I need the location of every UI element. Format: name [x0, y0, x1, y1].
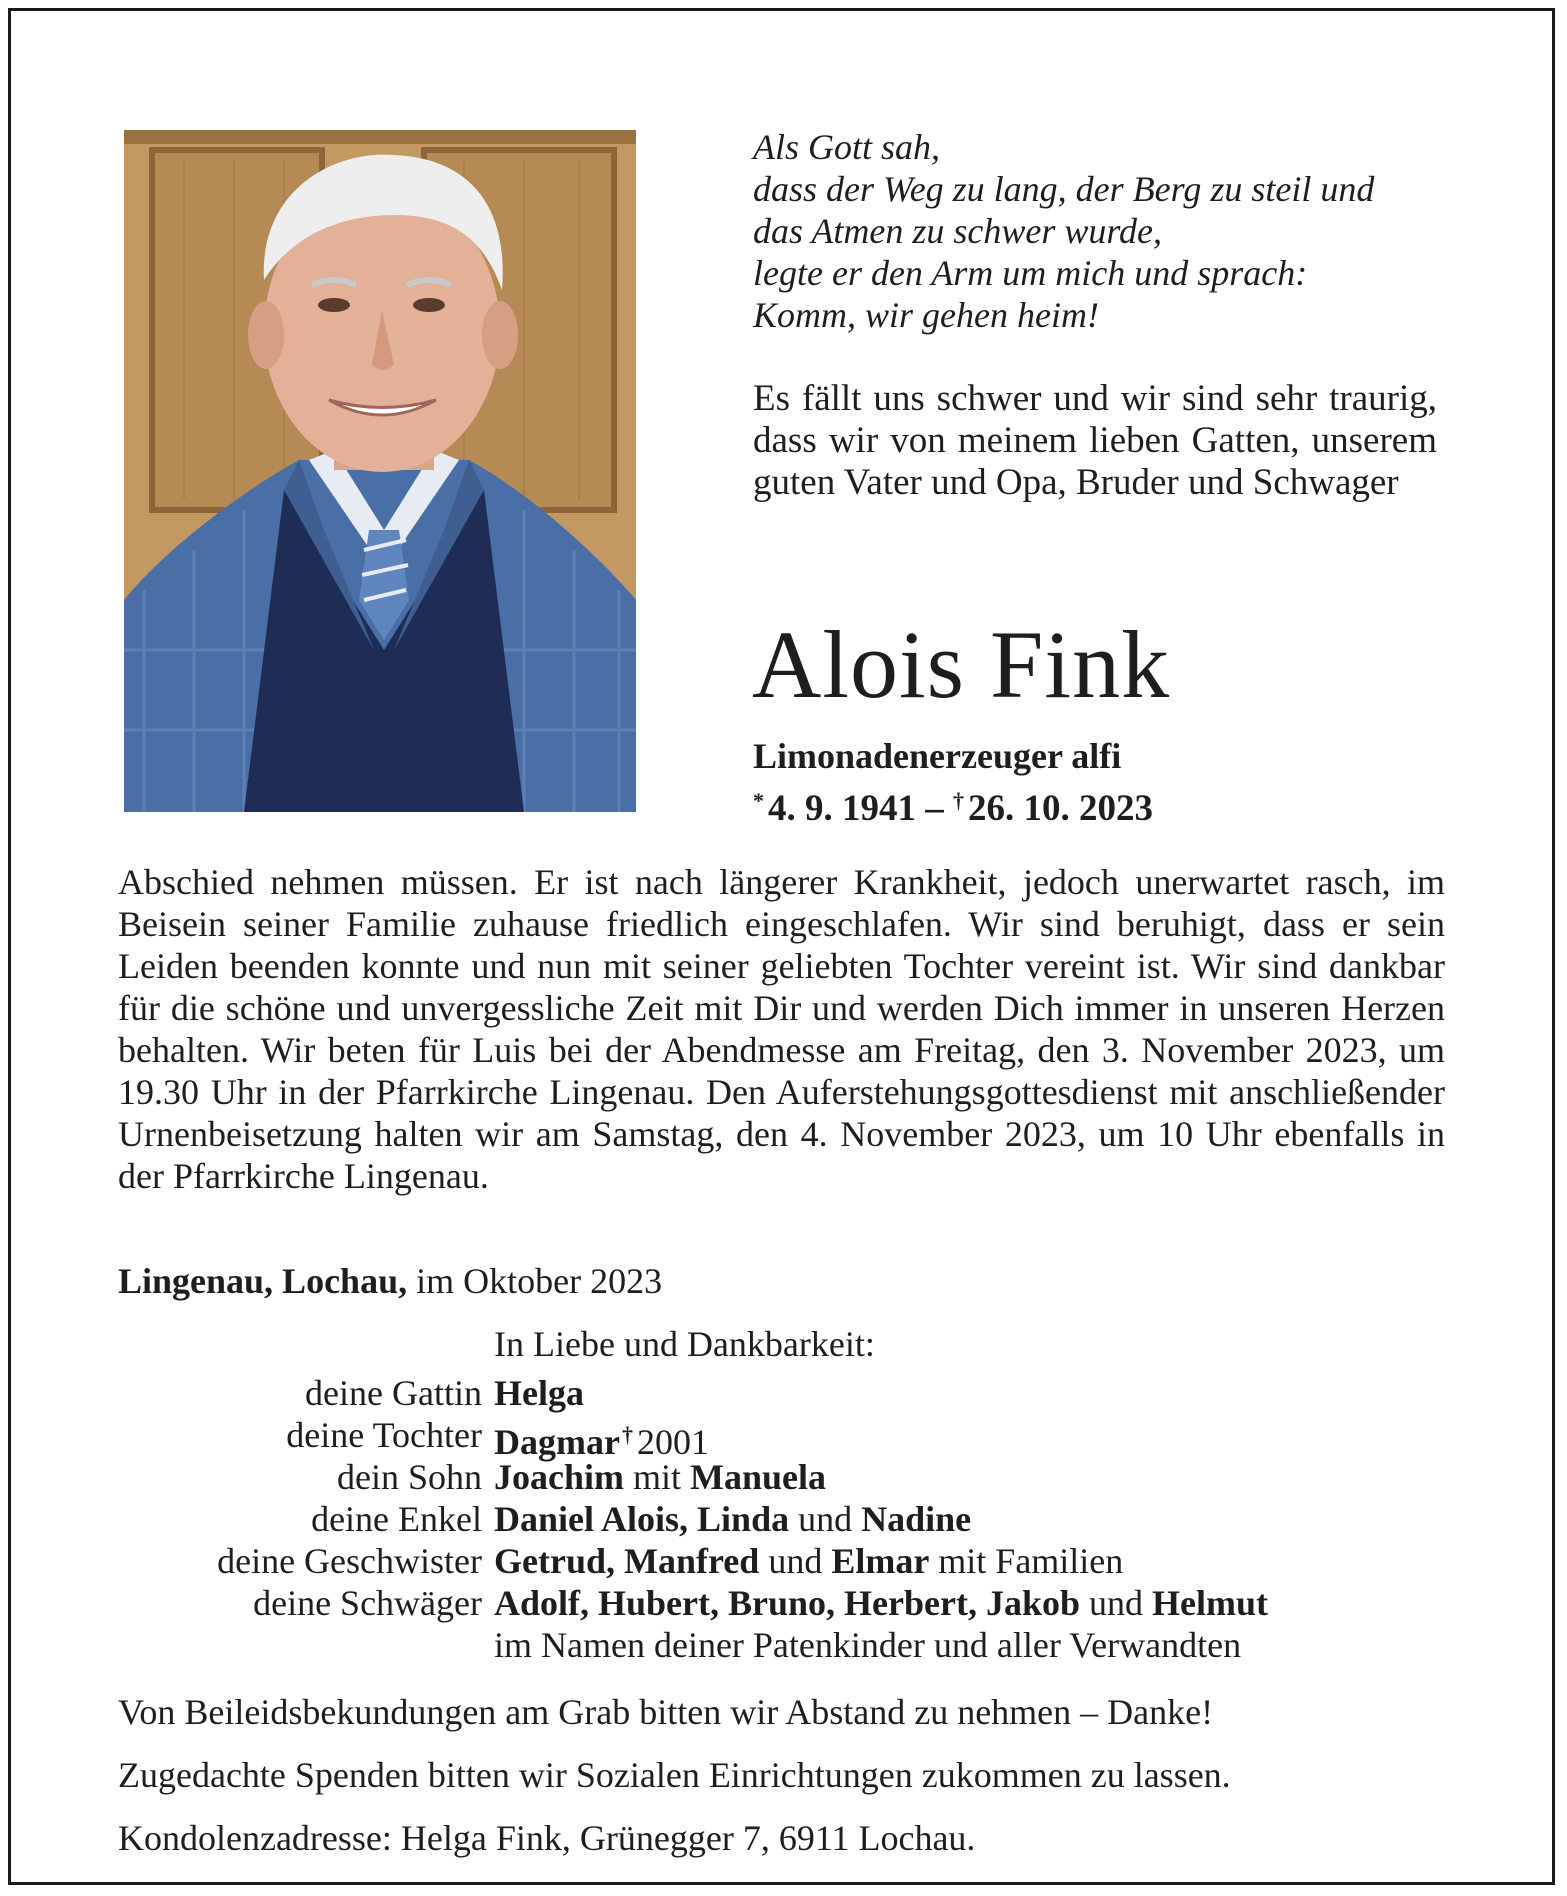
family-members [494, 1414, 709, 1462]
family-text: und [789, 1499, 862, 1539]
family-name: Nadine [861, 1499, 972, 1539]
death-symbol: † [953, 788, 964, 813]
family-members [494, 1456, 826, 1498]
family-text: und [759, 1541, 832, 1581]
poem-line: legte er den Arm um mich und sprach: [753, 253, 1308, 293]
family-text: und [1080, 1583, 1153, 1623]
family-name: Helmut [1152, 1583, 1268, 1623]
poem-line: Komm, wir gehen heim! [753, 295, 1099, 335]
poem-line: dass der Weg zu lang, der Berg zu steil und [753, 169, 1375, 209]
family-text: im Namen deiner Patenkinder und aller Verwandten [494, 1625, 1242, 1665]
family-row [100, 1414, 1268, 1462]
portrait-photo [124, 130, 636, 812]
family-relation [100, 1624, 494, 1666]
family-members [494, 1372, 584, 1414]
family-row [100, 1624, 1268, 1666]
birth-date: 4. 9. 1941 [768, 788, 916, 829]
family-text: mit Familien [929, 1541, 1124, 1581]
family-name: Helga [494, 1373, 584, 1413]
family-members [494, 1582, 1268, 1624]
family-relation: deine Enkel [311, 1499, 482, 1539]
main-text: Abschied nehmen müssen. Er ist nach längerer Krankheit, jedoch unerwartet rasch, im Beisein seiner Familie zuhause friedlich eingeschlafen. Wir sind beruhigt, dass er sein Leiden beenden konnte und nun mit seiner geliebten Tochter vereint ist. Wir sind dankbar für die schöne und unvergessliche Zeit mit Dir und werden Dich immer in unseren Herzen behalten. Wir beten für Luis bei der Abendmesse am Freitag, den 3. November 2023, um 19.30 Uhr in der Pfarrkirche Lingenau. Den Auferstehungsgottesdienst mit anschließender Urnenbeisetzung halten wir am Samstag, den 4. November 2023, um 10 Uhr ebenfalls in der Pfarrkirche Lingenau. [118, 862, 1445, 1196]
family-name: Joachim [494, 1457, 624, 1497]
family-name: Dagmar [494, 1422, 620, 1462]
family-name: Getrud, Manfred [494, 1541, 760, 1581]
family-relation: deine Gattin [305, 1373, 482, 1413]
death-symbol: † [621, 1422, 633, 1447]
poem-line: Als Gott sah, [753, 127, 941, 167]
family-members [494, 1624, 1241, 1666]
deceased-name: Alois Fink [752, 611, 1171, 718]
family-relation: deine Schwäger [253, 1583, 482, 1623]
family-row [100, 1582, 1268, 1624]
family-members [494, 1498, 971, 1540]
thanks-heading: In Liebe und Dankbarkeit: [494, 1324, 875, 1364]
family-row [100, 1498, 1268, 1540]
intro-paragraph: Es fällt uns schwer und wir sind sehr traurig, dass wir von meinem lieben Gatten, unserem guten Vater und Opa, Bruder und Schwager [753, 378, 1437, 503]
place-names: Lingenau, Lochau, [118, 1261, 408, 1301]
closing-note-condolences: Von Beileidsbekundungen am Grab bitten wir Abstand zu nehmen – Danke! [118, 1692, 1214, 1732]
family-relation: deine Geschwister [217, 1541, 482, 1581]
death-date: 26. 10. 2023 [968, 788, 1153, 829]
poem-line: das Atmen zu schwer wurde, [753, 211, 1162, 251]
closing-note-address: Kondolenzadresse: Helga Fink, Grünegger 7, 6911 Lochau. [118, 1818, 976, 1858]
family-row [100, 1456, 1268, 1498]
place-month: im Oktober 2023 [407, 1261, 663, 1301]
family-row [100, 1372, 1268, 1414]
occupation: Limonadenerzeuger alfi [753, 736, 1122, 776]
poem [753, 126, 1453, 336]
closing-note-donations: Zugedachte Spenden bitten wir Sozialen Einrichtungen zukommen zu lassen. [118, 1755, 1231, 1795]
life-dates [753, 779, 1153, 831]
date-separator: – [916, 788, 953, 829]
family-relation: deine Tochter [286, 1415, 482, 1455]
family-name: Daniel Alois, Linda [494, 1499, 790, 1539]
family-name: Manuela [690, 1457, 827, 1497]
family-row [100, 1540, 1268, 1582]
family-name: Adolf, Hubert, Bruno, Herbert, Jakob [494, 1583, 1081, 1623]
family-list [100, 1372, 1268, 1666]
family-text: mit [624, 1457, 691, 1497]
family-members [494, 1540, 1123, 1582]
family-relation: dein Sohn [336, 1457, 482, 1497]
place-date [118, 1259, 662, 1303]
birth-symbol: * [753, 788, 764, 813]
family-text: 2001 [636, 1422, 709, 1462]
family-name: Elmar [831, 1541, 930, 1581]
